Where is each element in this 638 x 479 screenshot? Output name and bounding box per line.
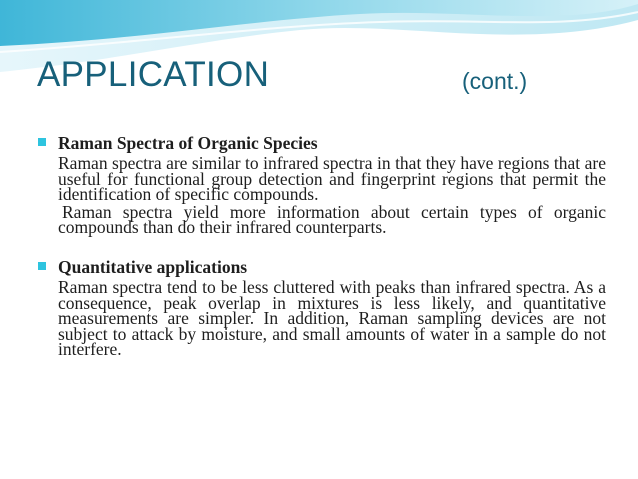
bullet-heading [36, 130, 606, 156]
bullet-heading [36, 254, 606, 280]
bullet-heading-text: Raman Spectra of Organic Species [58, 133, 318, 153]
square-bullet-icon [38, 138, 46, 146]
slide-content [36, 130, 606, 358]
section-quantitative [36, 254, 606, 358]
section-raman-organic [36, 130, 606, 236]
bullet-heading-text: Quantitative applications [58, 256, 248, 277]
paragraph: Raman spectra are similar to infrared spectra in that they have regions that are useful for functional group detection and fingerprint regions that permit the identification of specific compounds. [58, 153, 606, 205]
slide-title: APPLICATION [37, 55, 270, 94]
paragraph: Raman spectra tend to be less cluttered with peaks than infrared spectra. As a consequence, peak overlap in mixtures is less likely, and quantitative measurements are simpler. In addition, Raman sampling devices are not subject to attack by moisture, and small amounts of water in a sample do not interfere. [58, 276, 606, 360]
paragraph: Raman spectra yield more information about certain types of organic compounds than do their infrared counterparts. [58, 201, 606, 238]
slide-title-suffix: (cont.) [462, 68, 528, 94]
square-bullet-icon [38, 262, 46, 270]
